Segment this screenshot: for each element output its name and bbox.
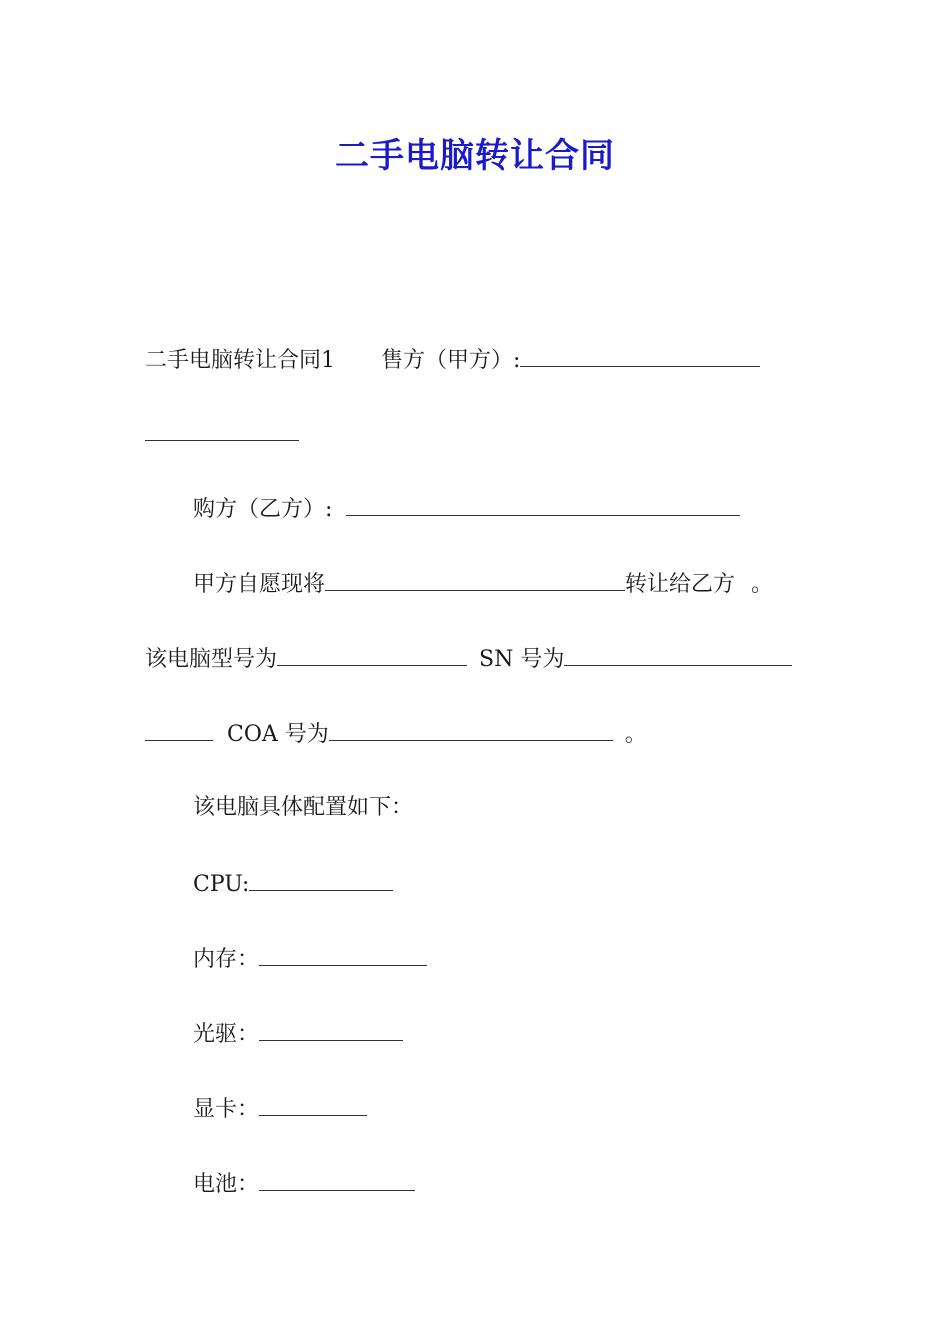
battery-blank[interactable] [259, 1168, 415, 1191]
sn-label: SN 号为 [479, 647, 565, 672]
sn-blank[interactable] [564, 643, 792, 666]
config-label: 内存： [193, 947, 260, 972]
transfer-line [193, 568, 773, 600]
config-item-battery [193, 1168, 415, 1200]
model-blank[interactable] [277, 643, 467, 666]
buyer-label: 购方（乙方）: [193, 497, 333, 522]
model-label: 该电脑型号为 [145, 647, 278, 672]
coa-label: COA 号为 [227, 722, 329, 747]
document-title: 二手电脑转让合同 [335, 136, 615, 176]
graphics-card-blank[interactable] [259, 1093, 367, 1116]
config-label: 显卡： [193, 1097, 260, 1122]
cpu-blank[interactable] [249, 868, 393, 891]
transfer-prefix: 甲方自愿现将 [193, 572, 326, 597]
seller-blank[interactable] [520, 344, 760, 367]
seller-continuation-line [145, 418, 299, 450]
transfer-suffix: 转让给乙方 [625, 572, 736, 597]
seller-blank-continued[interactable] [145, 418, 299, 441]
config-label: CPU: [193, 872, 250, 897]
seller-line [145, 344, 760, 376]
coa-blank[interactable] [329, 718, 613, 741]
sn-blank-continued[interactable] [145, 718, 213, 741]
optical-drive-blank[interactable] [259, 1018, 403, 1041]
coa-period: 。 [624, 722, 647, 747]
config-label: 光驱： [193, 1022, 260, 1047]
config-item-graphics-card [193, 1093, 367, 1125]
config-item-cpu [193, 868, 393, 900]
buyer-line [193, 493, 740, 525]
seller-label: 售方（甲方）: [381, 348, 521, 373]
transfer-item-blank[interactable] [325, 568, 625, 591]
config-item-memory [193, 943, 427, 975]
buyer-blank[interactable] [346, 493, 740, 516]
transfer-period: 。 [751, 572, 774, 597]
contract-heading: 二手电脑转让合同1 [145, 348, 335, 373]
memory-blank[interactable] [259, 943, 427, 966]
model-sn-line [145, 643, 792, 675]
config-intro-line [193, 793, 413, 823]
config-label: 电池： [193, 1172, 260, 1197]
config-intro: 该电脑具体配置如下： [193, 795, 414, 820]
config-item-optical-drive [193, 1018, 403, 1050]
coa-line [145, 718, 647, 750]
